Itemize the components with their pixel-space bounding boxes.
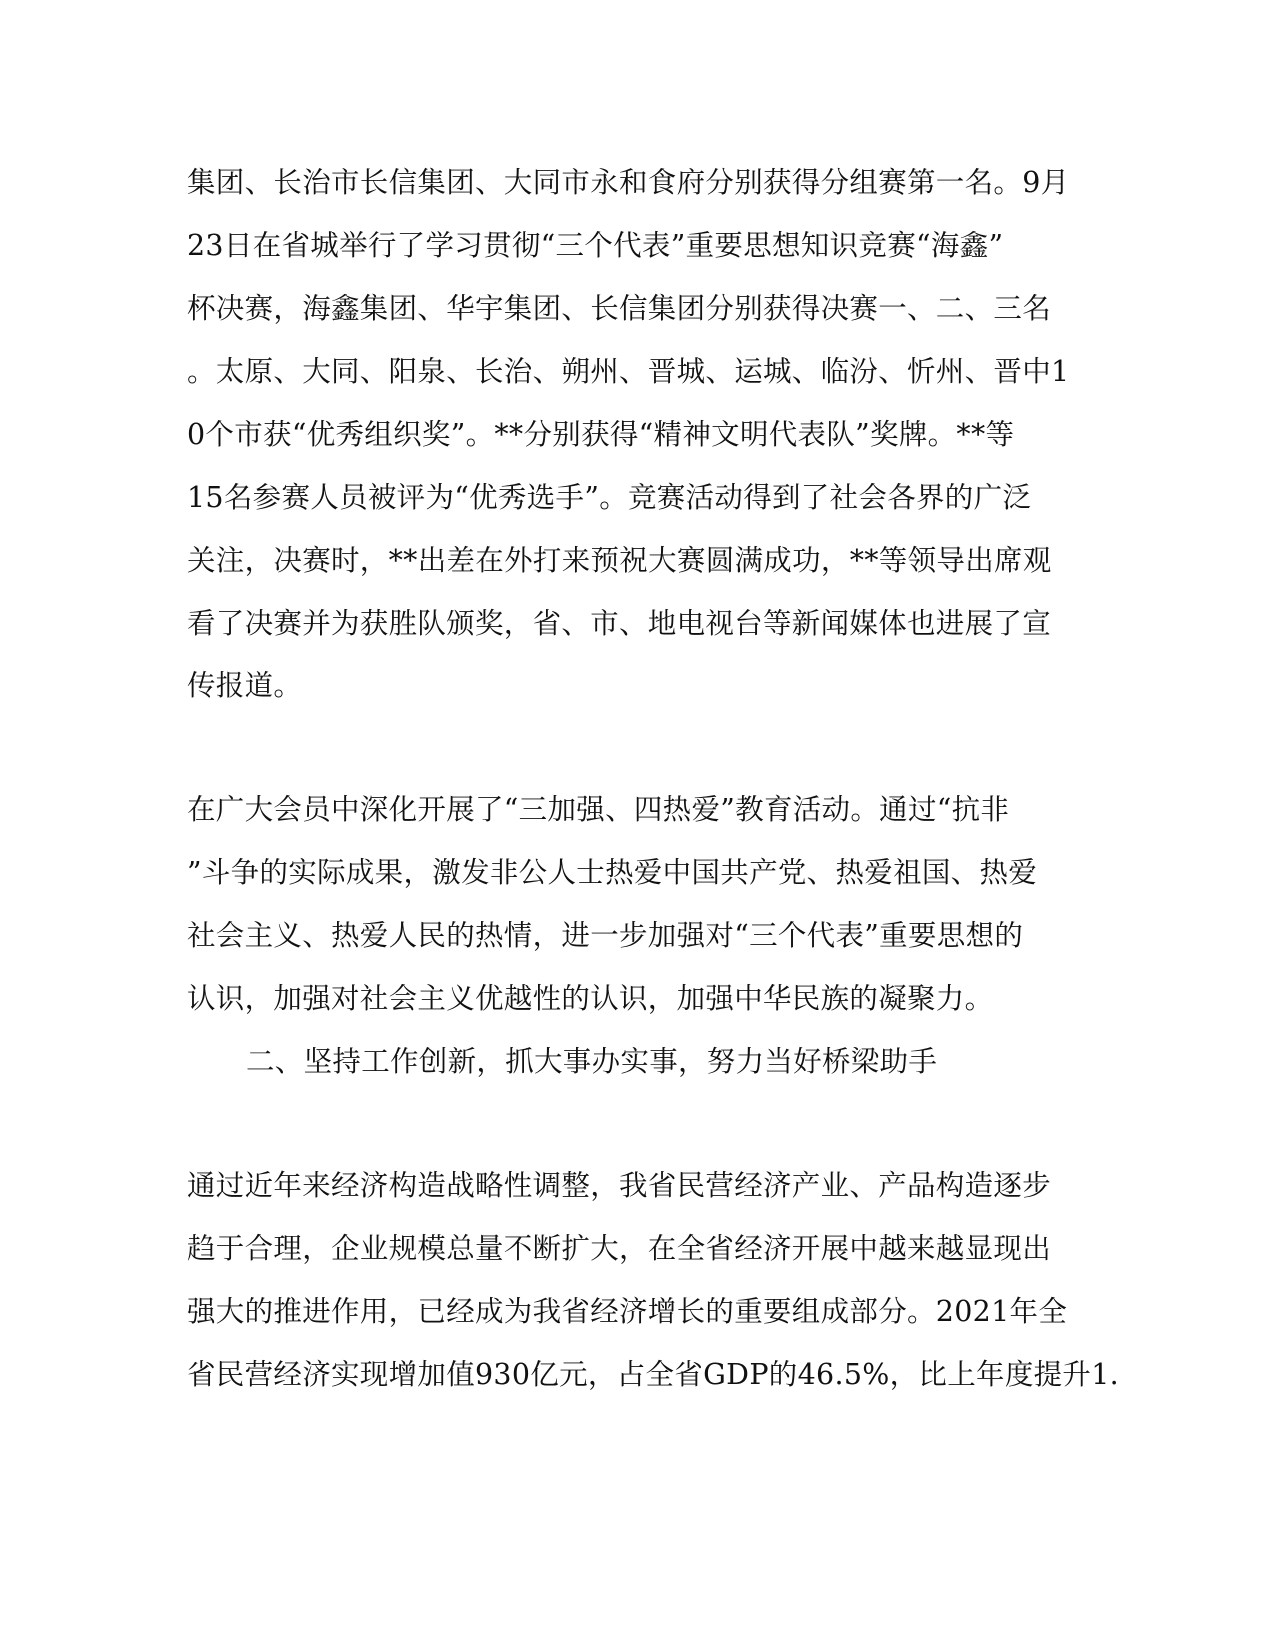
text-line: 通过近年来经济构造战略性调整，我省民营经济产业、产品构造逐步: [187, 1169, 1052, 1202]
section-heading: 二、坚持工作创新，抓大事办实事，努力当好桥梁助手: [246, 1045, 938, 1078]
text-line: 关注，决赛时，**出差在外打来预祝大赛圆满成功，**等领导出席观: [187, 544, 1052, 577]
text-line: 传报道。: [187, 669, 303, 702]
text-line: ”斗争的实际成果，激发非公人士热爱中国共产党、热爱祖国、热爱: [187, 856, 1038, 889]
text-line: 强大的推进作用，已经成为我省经济增长的重要组成部分。2021年全: [187, 1295, 1068, 1328]
text-line: 省民营经济实现增加值930亿元，占全省GDP的46.5%，比上年度提升1.: [187, 1358, 1120, 1391]
text-line: 在广大会员中深化开展了“三加强、四热爱”教育活动。通过“抗非: [187, 793, 1010, 826]
text-line: 杯决赛，海鑫集团、华宇集团、长信集团分别获得决赛一、二、三名: [187, 292, 1052, 325]
text-line: 看了决赛并为获胜队颁奖，省、市、地电视台等新闻媒体也进展了宣: [187, 607, 1052, 640]
text-line: 15名参赛人员被评为“优秀选手”。竞赛活动得到了社会各界的广泛: [187, 481, 1032, 514]
text-line: 趋于合理，企业规模总量不断扩大，在全省经济开展中越来越显现出: [187, 1232, 1052, 1265]
text-line: 23日在省城举行了学习贯彻“三个代表”重要思想知识竞赛“海鑫”: [187, 229, 1004, 262]
text-line: 。太原、大同、阳泉、长治、朔州、晋城、运城、临汾、忻州、晋中1: [187, 355, 1070, 388]
text-line: 0个市获“优秀组织奖”。**分别获得“精神文明代表队”奖牌。**等: [187, 418, 1015, 451]
text-line: 社会主义、热爱人民的热情，进一步加强对“三个代表”重要思想的: [187, 919, 1024, 952]
text-line: 集团、长治市长信集团、大同市永和食府分别获得分组赛第一名。9月: [187, 166, 1070, 199]
text-line: 认识，加强对社会主义优越性的认识，加强中华民族的凝聚力。: [187, 982, 994, 1015]
